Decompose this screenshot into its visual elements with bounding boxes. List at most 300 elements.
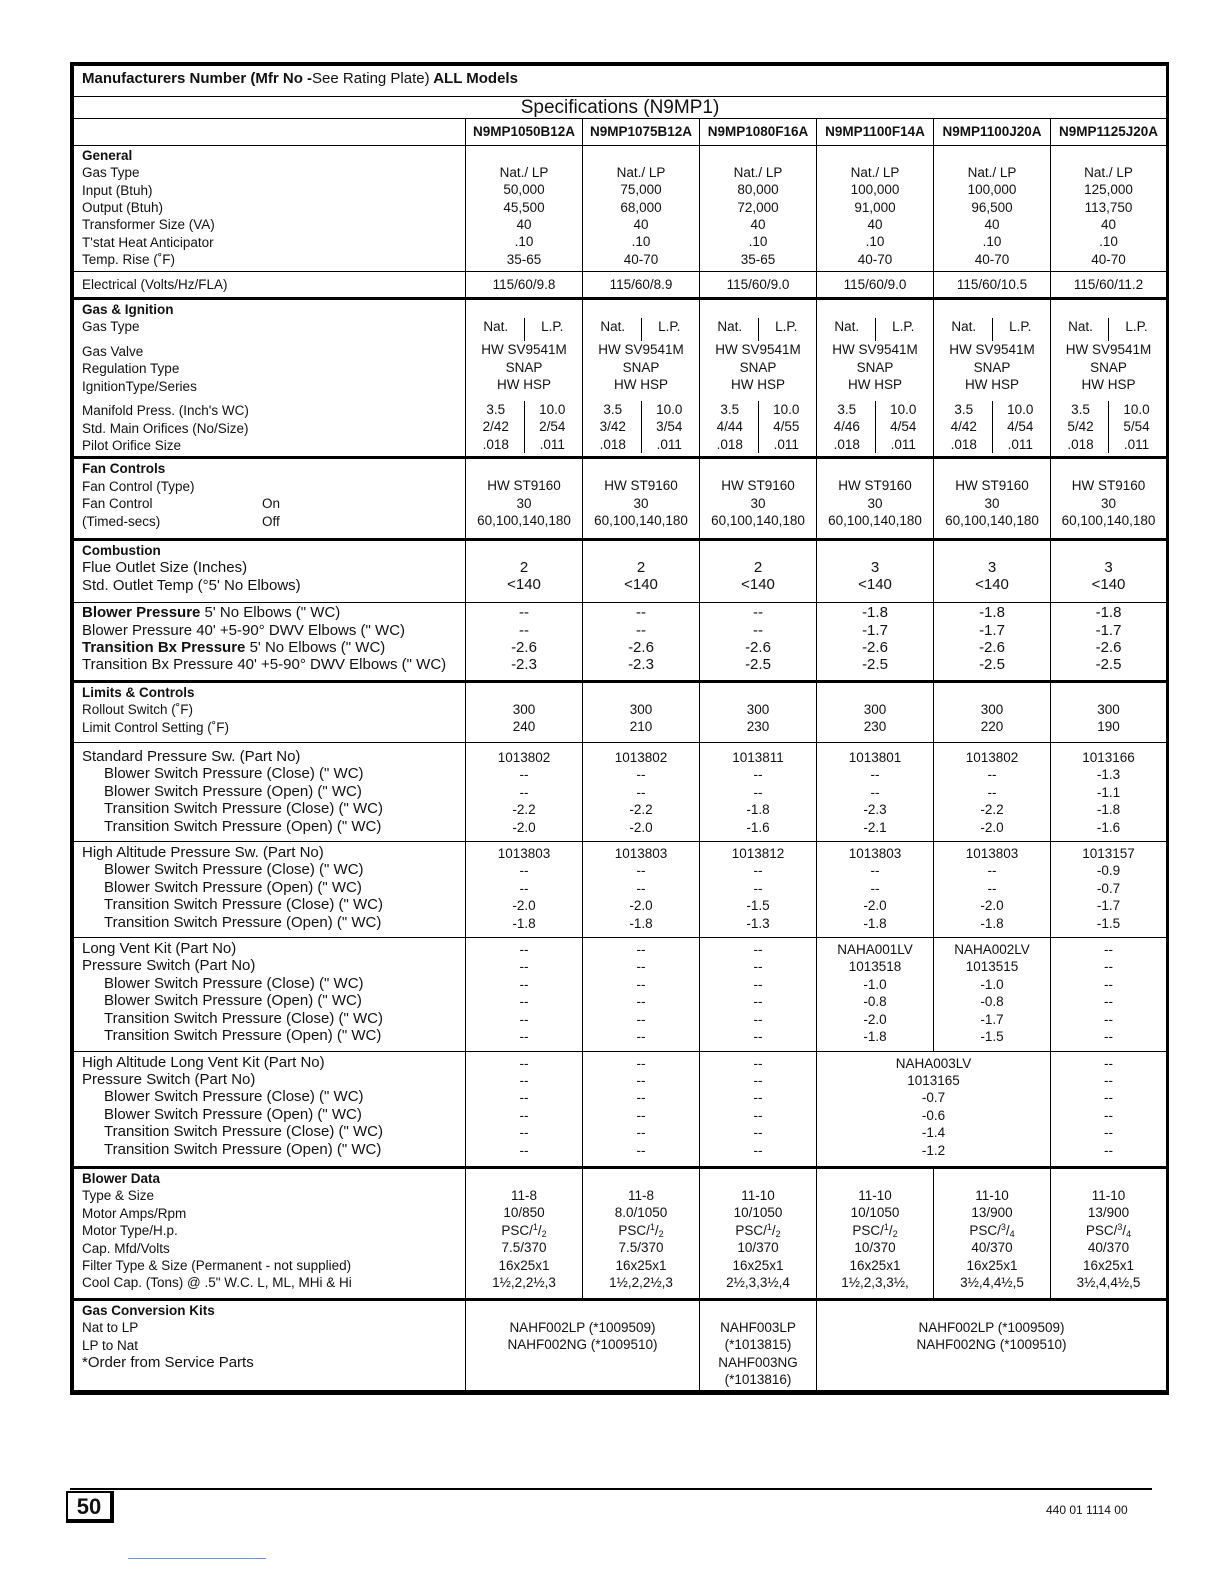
pilot-nat: .018 bbox=[482, 436, 509, 452]
ignition-type: HW HSP bbox=[614, 377, 668, 393]
service-parts-note: *Order from Service Parts bbox=[82, 1354, 254, 1371]
value: -- bbox=[636, 1125, 646, 1141]
halv-dash-cell bbox=[466, 1051, 583, 1167]
value: 40-70 bbox=[974, 251, 1010, 267]
value: -1.5 bbox=[746, 898, 770, 914]
row-label: Blower Switch Pressure (Close) (" WC) bbox=[104, 1088, 364, 1106]
value: -1.7 bbox=[979, 621, 1005, 639]
value: -- bbox=[753, 880, 763, 896]
row-label: High Altitude Pressure Sw. (Part No) bbox=[82, 844, 324, 862]
row-label: Transformer Size (VA) bbox=[82, 217, 215, 233]
value: -- bbox=[636, 942, 646, 958]
value: 1013803 bbox=[614, 846, 668, 862]
gas-valve: HW SV9541M bbox=[1065, 342, 1152, 358]
page-title: Specifications (N9MP1) bbox=[74, 97, 1167, 119]
row-label: Regulation Type bbox=[82, 361, 180, 377]
manifold-split bbox=[1053, 401, 1164, 453]
value: -- bbox=[753, 1125, 763, 1141]
value: 40-70 bbox=[1091, 251, 1126, 267]
lp-label: L.P. bbox=[1009, 319, 1032, 335]
pilot-lp: .011 bbox=[656, 436, 682, 452]
row-label: High Altitude Long Vent Kit (Part No) bbox=[82, 1053, 325, 1071]
value: -- bbox=[1104, 1011, 1114, 1027]
blower-data-section bbox=[74, 1167, 1167, 1299]
value: -- bbox=[636, 880, 646, 896]
lp-label: L.P. bbox=[775, 319, 798, 335]
value: -1.7 bbox=[980, 1011, 1004, 1027]
gas-ignition-section bbox=[74, 299, 1167, 458]
hp-denominator: 4 bbox=[1126, 1228, 1132, 1239]
row-label: Blower Switch Pressure (Open) (" WC) bbox=[104, 782, 362, 800]
blower-pressure-cell bbox=[700, 603, 817, 682]
fan-control-type-label: Fan Control (Type) bbox=[82, 478, 195, 494]
value: -2.0 bbox=[980, 819, 1004, 835]
value: -- bbox=[1104, 1072, 1114, 1088]
value: -- bbox=[753, 1011, 763, 1027]
row-label: Cap. Mfd/Volts bbox=[82, 1240, 170, 1256]
gas-type-split bbox=[585, 318, 697, 341]
row-label: Transition Switch Pressure (Open) (" WC) bbox=[104, 913, 382, 931]
combustion-cell bbox=[934, 539, 1051, 602]
row-label: Transition Switch Pressure (Open) (" WC) bbox=[104, 1140, 382, 1158]
motor-type: PSC/$^1/_2$ bbox=[618, 1221, 664, 1239]
general-labels bbox=[74, 145, 466, 271]
row-label: Manifold Press. (Inch's WC) bbox=[82, 403, 249, 419]
value: -- bbox=[987, 880, 997, 896]
value: 1013802 bbox=[497, 750, 551, 765]
value: -- bbox=[753, 1072, 763, 1088]
cool-capacity: 3½,4,4½,5 bbox=[960, 1274, 1024, 1290]
capacitor: 10/370 bbox=[854, 1240, 896, 1256]
value: -- bbox=[519, 604, 529, 622]
blower-pressure-cell bbox=[466, 603, 583, 682]
row-label: Transition Switch Pressure (Close) (" WC) bbox=[104, 1009, 383, 1027]
gas-type-split bbox=[702, 318, 814, 341]
all-models-label: ALL Models bbox=[429, 70, 518, 87]
ignition-type: HW HSP bbox=[848, 377, 902, 393]
motor-type: PSC/$^3/_4$ bbox=[969, 1221, 1015, 1239]
section-heading: General bbox=[82, 147, 133, 163]
value: 210 bbox=[629, 719, 653, 735]
hp-numerator: 1 bbox=[766, 1221, 772, 1232]
high-alt-cell bbox=[934, 842, 1051, 938]
nat-column bbox=[702, 401, 759, 453]
high-alt-cell bbox=[700, 842, 817, 938]
value: -1.8 bbox=[1095, 604, 1122, 622]
fan-value: 30 bbox=[516, 495, 532, 511]
value: 40 bbox=[867, 217, 883, 233]
value: 45,500 bbox=[503, 199, 545, 215]
value: 220 bbox=[980, 719, 1004, 735]
value: -- bbox=[753, 1055, 763, 1071]
lp-label: L.P. bbox=[541, 319, 564, 335]
high-altitude-pressure-section bbox=[74, 842, 1167, 938]
row-label: Flue Outlet Size (Inches) bbox=[82, 559, 248, 577]
orifices-nat: 4/46 bbox=[833, 419, 860, 435]
value: -2.5 bbox=[862, 656, 888, 674]
capacitor: 40/370 bbox=[1087, 1240, 1130, 1256]
electrical-value: 115/60/10.5 bbox=[934, 271, 1051, 298]
row-label: Pressure Switch (Part No) bbox=[82, 1070, 256, 1088]
general-cell bbox=[1051, 145, 1167, 271]
fan-controls-labels bbox=[74, 458, 466, 540]
value: .10 bbox=[514, 234, 534, 250]
value: -- bbox=[519, 942, 529, 958]
fan-value: HW ST9160 bbox=[955, 478, 1029, 494]
value: -- bbox=[870, 784, 880, 800]
fan-controls-cell bbox=[1051, 458, 1167, 540]
value: -- bbox=[519, 1107, 529, 1123]
type-size: 11-8 bbox=[510, 1187, 538, 1203]
electrical-value: 115/60/9.0 bbox=[700, 271, 817, 298]
value: Nat./ LP bbox=[1084, 164, 1133, 180]
value: -1.6 bbox=[1096, 819, 1121, 835]
page-number: 50 bbox=[66, 1491, 114, 1523]
hp-numerator: 3 bbox=[1000, 1221, 1006, 1232]
value: -2.3 bbox=[511, 656, 537, 674]
cool-capacity: 1½,2,3,3½, bbox=[841, 1274, 909, 1290]
fan-controls-cell bbox=[583, 458, 700, 540]
value: -1.4 bbox=[921, 1125, 946, 1141]
orifices-nat: 2/42 bbox=[482, 419, 509, 435]
value: -- bbox=[519, 976, 529, 992]
value: 80,000 bbox=[737, 182, 779, 198]
regulation-type: SNAP bbox=[1090, 359, 1127, 375]
value: -- bbox=[753, 621, 763, 639]
conversion-kits-right bbox=[817, 1299, 1167, 1391]
manifold-split bbox=[468, 401, 580, 453]
value: 1013802 bbox=[614, 750, 668, 765]
row-label: Std. Main Orifices (No/Size) bbox=[82, 420, 249, 436]
row-label: Temp. Rise (˚F) bbox=[82, 252, 176, 268]
value: -2.0 bbox=[980, 898, 1004, 914]
value: -- bbox=[1104, 1090, 1114, 1106]
value: -- bbox=[987, 767, 997, 783]
value: 3 bbox=[987, 558, 997, 576]
value: -- bbox=[519, 1125, 529, 1141]
long-vent-cell bbox=[817, 938, 934, 1051]
value: -- bbox=[753, 1142, 763, 1158]
pilot-nat: .018 bbox=[833, 436, 860, 452]
transition-pressure-suffix: 5' No Elbows (" WC) bbox=[245, 638, 386, 656]
limits-cell bbox=[700, 681, 817, 742]
value: 300 bbox=[746, 701, 770, 717]
standard-pressure-labels bbox=[74, 743, 466, 842]
value: -- bbox=[519, 994, 529, 1010]
row-label: Limit Control Setting (˚F) bbox=[82, 719, 230, 735]
motor-type-text: PSC/ bbox=[1085, 1222, 1118, 1238]
gas-ignition-cell bbox=[1051, 299, 1167, 458]
value: -- bbox=[519, 767, 529, 783]
value: -0.8 bbox=[863, 994, 887, 1010]
value: NAHA002LV bbox=[954, 942, 1030, 958]
value: 40-70 bbox=[857, 251, 893, 267]
value: -- bbox=[519, 1142, 529, 1158]
manufacturers-label: Manufacturers Number (Mfr No - bbox=[82, 70, 313, 87]
value: -2.6 bbox=[862, 638, 888, 656]
value: -1.7 bbox=[1096, 898, 1121, 914]
gas-conversion-labels bbox=[74, 1299, 466, 1391]
capacitor: 7.5/370 bbox=[501, 1240, 547, 1256]
high-altitude-labels bbox=[74, 842, 466, 938]
value: -- bbox=[987, 784, 997, 800]
value: -0.7 bbox=[921, 1090, 946, 1106]
high-alt-cell bbox=[466, 842, 583, 938]
hp-denominator: 2 bbox=[775, 1228, 781, 1239]
fan-value: HW ST9160 bbox=[604, 478, 678, 494]
value: -- bbox=[636, 784, 646, 800]
manifold-split bbox=[585, 401, 697, 453]
value: 35-65 bbox=[506, 251, 542, 267]
value: -- bbox=[1104, 1142, 1114, 1158]
gas-valve: HW SV9541M bbox=[715, 342, 801, 358]
value: 96,500 bbox=[971, 199, 1013, 215]
value: -- bbox=[519, 863, 529, 879]
row-label: Type & Size bbox=[82, 1188, 155, 1204]
electrical-section bbox=[74, 271, 1167, 298]
fan-value: 30 bbox=[1101, 495, 1117, 511]
value: -- bbox=[636, 1055, 646, 1071]
value: -- bbox=[1104, 942, 1114, 958]
row-label: Std. Outlet Temp (°5' No Elbows) bbox=[82, 576, 301, 594]
std-pressure-cell bbox=[700, 743, 817, 842]
value: -- bbox=[1104, 976, 1114, 992]
gas-ignition-cell bbox=[817, 299, 934, 458]
gas-type-split bbox=[468, 318, 580, 341]
row-label: Long Vent Kit (Part No) bbox=[82, 940, 237, 958]
limits-cell bbox=[1051, 681, 1167, 742]
row-label: T'stat Heat Anticipator bbox=[82, 234, 214, 250]
hp-numerator: 3 bbox=[1117, 1221, 1123, 1232]
value: -1.8 bbox=[629, 915, 653, 931]
value: 190 bbox=[1097, 719, 1120, 735]
fan-value: 60,100,140,180 bbox=[828, 513, 922, 529]
manifold-split bbox=[936, 401, 1048, 453]
value: -- bbox=[1104, 1107, 1114, 1123]
gas-type-split bbox=[1053, 318, 1164, 341]
value: -1.8 bbox=[980, 915, 1004, 931]
value: -2.5 bbox=[979, 656, 1005, 674]
value: <140 bbox=[741, 576, 775, 594]
value: 1013803 bbox=[965, 846, 1019, 862]
blower-pressure-cell bbox=[817, 603, 934, 682]
combustion-cell bbox=[817, 539, 934, 602]
row-label: Standard Pressure Sw. (Part No) bbox=[82, 748, 301, 765]
row-label: Gas Valve bbox=[82, 343, 144, 359]
value: -- bbox=[870, 767, 880, 783]
specifications-table bbox=[70, 62, 1169, 1395]
nat-column bbox=[585, 401, 642, 453]
general-cell bbox=[466, 145, 583, 271]
lp-column bbox=[993, 401, 1049, 453]
ignition-type: HW HSP bbox=[1081, 377, 1136, 393]
filter-size: 16x25x1 bbox=[615, 1257, 667, 1273]
motor-type: PSC/$^3/_4$ bbox=[1085, 1221, 1132, 1239]
filter-size: 16x25x1 bbox=[498, 1257, 550, 1273]
value: -0.7 bbox=[1096, 880, 1121, 896]
orifices-lp: 2/54 bbox=[539, 419, 566, 435]
value: -- bbox=[519, 1072, 529, 1088]
filter-size: 16x25x1 bbox=[1082, 1257, 1135, 1273]
motor-type-text: PSC/ bbox=[969, 1222, 1001, 1238]
manifold-split bbox=[819, 401, 931, 453]
regulation-type: SNAP bbox=[973, 359, 1011, 375]
value: NAHA003LV bbox=[895, 1055, 972, 1071]
nat-column bbox=[936, 401, 993, 453]
nat-label: Nat. bbox=[1053, 318, 1109, 341]
lp-column bbox=[1109, 401, 1164, 453]
cool-capacity: 3½,4,4½,5 bbox=[1076, 1274, 1141, 1290]
manifold-lp: 10.0 bbox=[1123, 401, 1150, 417]
value: -- bbox=[753, 1029, 763, 1045]
value: .10 bbox=[982, 234, 1002, 250]
conversion-kit: NAHF002LP (*1009509) bbox=[918, 1319, 1065, 1335]
value: 1013802 bbox=[965, 750, 1019, 765]
timed-secs-label: (Timed-secs) bbox=[82, 513, 161, 529]
ignition-type: HW HSP bbox=[731, 377, 785, 393]
value: -- bbox=[753, 767, 763, 783]
value: -2.2 bbox=[629, 802, 653, 818]
value: 300 bbox=[512, 701, 536, 717]
value: -1.8 bbox=[512, 915, 536, 931]
value: -1.1 bbox=[1096, 784, 1121, 800]
fan-value: HW ST9160 bbox=[1071, 478, 1146, 494]
lp-label: L.P. bbox=[1125, 319, 1148, 335]
value: .10 bbox=[748, 234, 768, 250]
value: -2.0 bbox=[629, 898, 653, 914]
fan-value: 60,100,140,180 bbox=[711, 513, 805, 529]
motor-amps: 10/850 bbox=[503, 1205, 545, 1221]
std-pressure-cell bbox=[466, 743, 583, 842]
conversion-kit: NAHF003NG bbox=[718, 1354, 798, 1370]
motor-type: PSC/$^1/_2$ bbox=[852, 1221, 898, 1239]
row-label: Blower Switch Pressure (Close) (" WC) bbox=[104, 861, 364, 879]
value: -2.0 bbox=[629, 819, 653, 835]
fan-control-label: Fan Control bbox=[82, 496, 153, 512]
value: -1.8 bbox=[746, 802, 770, 818]
gas-type-split bbox=[936, 318, 1048, 341]
value: NAHA001LV bbox=[837, 942, 913, 958]
value: -- bbox=[870, 880, 880, 896]
value: -2.2 bbox=[980, 802, 1004, 818]
model-header: N9MP1080F16A bbox=[700, 119, 817, 145]
electrical-value: 115/60/8.9 bbox=[583, 271, 700, 298]
motor-amps: 8.0/1050 bbox=[614, 1205, 668, 1221]
orifices-nat: 3/42 bbox=[599, 419, 626, 435]
value: 240 bbox=[512, 719, 536, 735]
value: -- bbox=[519, 1029, 529, 1045]
value: -1.0 bbox=[980, 976, 1004, 992]
motor-amps: 10/1050 bbox=[733, 1205, 783, 1221]
value: 50,000 bbox=[503, 182, 545, 198]
value: -- bbox=[519, 959, 529, 975]
orifices-lp: 4/55 bbox=[773, 419, 800, 435]
value: 40-70 bbox=[623, 251, 659, 267]
rating-plate-note: See Rating Plate) bbox=[312, 70, 430, 87]
orifices-lp: 3/54 bbox=[656, 419, 683, 435]
general-section bbox=[74, 145, 1167, 271]
value: -1.8 bbox=[1096, 802, 1121, 818]
high-altitude-long-vent-section bbox=[74, 1051, 1167, 1167]
regulation-type: SNAP bbox=[505, 359, 543, 375]
type-size: 11-10 bbox=[1091, 1187, 1126, 1203]
row-label: Gas Type bbox=[82, 165, 140, 181]
transition-pressure-label: Transition Bx Pressure bbox=[82, 638, 246, 656]
value: 1013803 bbox=[848, 846, 902, 862]
ignition-type: HW HSP bbox=[497, 377, 551, 393]
blower-data-cell bbox=[1051, 1167, 1167, 1299]
off-label: Off bbox=[262, 513, 280, 529]
row-label: Blower Switch Pressure (Open) (" WC) bbox=[104, 878, 362, 896]
hp-denominator: 4 bbox=[1009, 1228, 1015, 1239]
nat-label: Nat. bbox=[819, 318, 876, 341]
value: -- bbox=[753, 1090, 763, 1106]
blower-data-cell bbox=[583, 1167, 700, 1299]
value: 1013165 bbox=[907, 1072, 960, 1088]
general-cell bbox=[700, 145, 817, 271]
row-label: Gas Type bbox=[82, 319, 140, 335]
value: 1013166 bbox=[1082, 750, 1135, 765]
value: 2 bbox=[519, 558, 529, 576]
blower-pressure-label: Blower Pressure bbox=[82, 604, 201, 622]
type-size: 11-8 bbox=[627, 1187, 655, 1203]
value: -1.8 bbox=[979, 604, 1005, 622]
value: -- bbox=[987, 863, 997, 879]
blower-pressure-cell bbox=[934, 603, 1051, 682]
high-altitude-long-vent-labels bbox=[74, 1051, 466, 1167]
pilot-nat: .018 bbox=[1067, 436, 1094, 452]
gas-ignition-cell bbox=[466, 299, 583, 458]
conversion-kits-middle bbox=[700, 1299, 817, 1391]
value: <140 bbox=[507, 576, 541, 594]
capacitor: 40/370 bbox=[971, 1240, 1013, 1256]
type-size: 11-10 bbox=[975, 1187, 1009, 1203]
value: 1013812 bbox=[731, 846, 785, 862]
value: -2.1 bbox=[863, 819, 887, 835]
gas-valve: HW SV9541M bbox=[949, 342, 1035, 358]
nat-label: Nat. bbox=[936, 318, 993, 341]
value: -2.0 bbox=[512, 819, 536, 835]
capacitor: 7.5/370 bbox=[618, 1240, 664, 1256]
general-cell bbox=[583, 145, 700, 271]
value: -1.2 bbox=[921, 1142, 946, 1158]
value: 300 bbox=[629, 701, 653, 717]
row-label: Motor Type/H.p. bbox=[82, 1223, 178, 1239]
section-heading: Limits & Controls bbox=[82, 684, 195, 700]
halv-dash-cell bbox=[583, 1051, 700, 1167]
value: -2.5 bbox=[1095, 656, 1122, 674]
value: -- bbox=[636, 604, 646, 622]
pilot-lp: .011 bbox=[1007, 436, 1033, 452]
orifices-nat: 4/44 bbox=[716, 419, 743, 435]
fan-value: HW ST9160 bbox=[487, 478, 561, 494]
hp-denominator: 2 bbox=[658, 1228, 664, 1239]
blower-pressure-suffix: 5' No Elbows (" WC) bbox=[200, 604, 341, 622]
pilot-nat: .018 bbox=[716, 436, 743, 452]
nat-label: Nat. bbox=[468, 318, 525, 341]
value: -1.5 bbox=[980, 1029, 1004, 1045]
lp-label: L.P. bbox=[892, 319, 915, 335]
fan-value: 60,100,140,180 bbox=[1061, 513, 1156, 529]
pilot-lp: .011 bbox=[890, 436, 916, 452]
conversion-kit: NAHF002NG (*1009510) bbox=[507, 1337, 658, 1353]
row-label: Blower Switch Pressure (Open) (" WC) bbox=[104, 992, 362, 1010]
row-label: Transition Switch Pressure (Open) (" WC) bbox=[104, 817, 382, 835]
filter-size: 16x25x1 bbox=[732, 1257, 784, 1273]
type-size: 11-10 bbox=[858, 1187, 892, 1203]
value: Nat./ LP bbox=[616, 164, 666, 180]
value: 1013803 bbox=[497, 846, 551, 862]
